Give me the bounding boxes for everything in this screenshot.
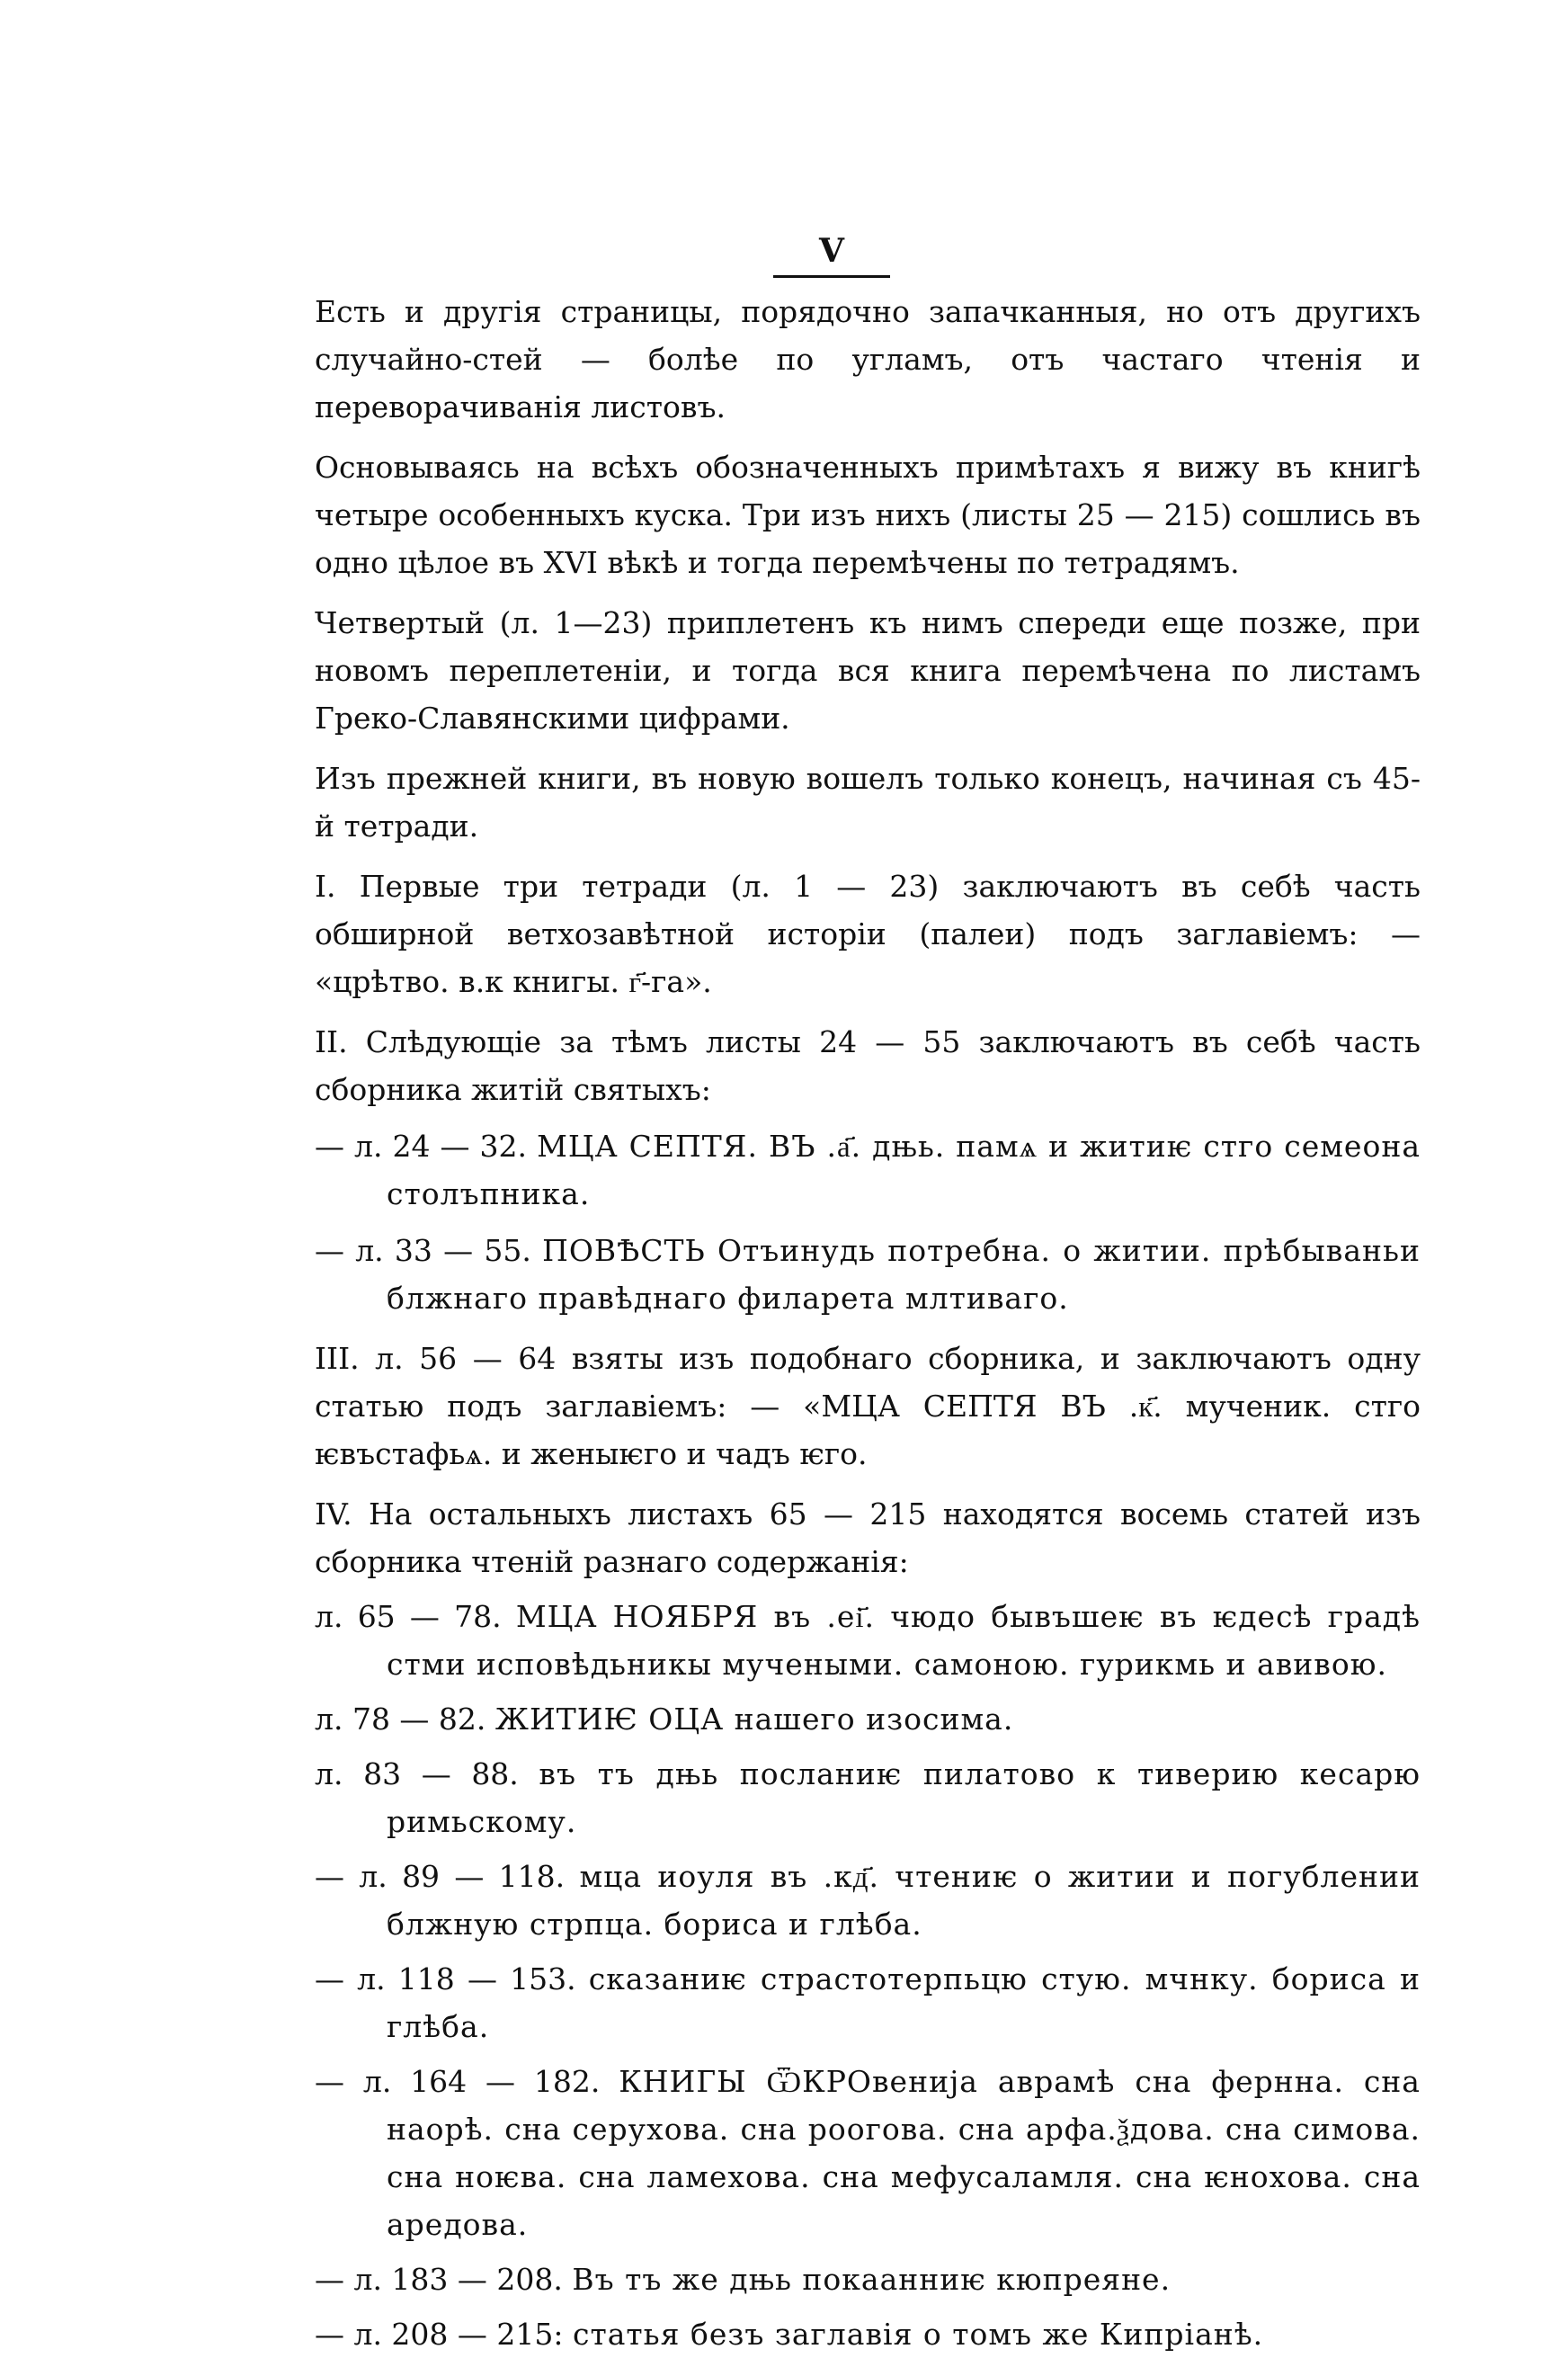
entry-text: Въ тъ же дњь покаанниѥ кюпреяне. [572, 2262, 1172, 2297]
entry-ref: л. 83 — 88. [315, 1756, 519, 1791]
entry-text: КНИГЫ ѾКРОвенија аврамѣ сна фернна. сна наорѣ. сна серухова. сна роогова. сна арфа.ѯдова. сна симова. сна ноѥва. сна ламехова. сна мефусаламля. сна ѥнохова. сна аредова. [387, 2064, 1421, 2242]
section-3: III. л. 56 — 64 взяты изъ подобнаго сборника, и заключаютъ одну статью подъ заглавіемъ: — «МЦА СЕПТЯ ВЪ .к҃. мученик. стго ѥвъстафьѧ. и женыѥго и чадъ ѥго. [315, 1341, 1421, 1471]
entry-text: сказаниѥ страстотерпьцю стую. мчнку. бориса и глѣба. [387, 1961, 1421, 2044]
entry-text: мца иоуля въ .кд҃. чтениѥ о житии и погублении блжную стрпца. бориса и глѣба. [387, 1859, 1421, 1942]
entry-text: ЖИТИѤ ОЦА нашего изосима. [494, 1702, 1014, 1737]
list-item [315, 2255, 1421, 2303]
entry-ref: л. 78 — 82. [315, 1702, 486, 1737]
section-2-entries [315, 1122, 1421, 1322]
paragraph-4: Изъ прежней книги, въ новую вошелъ только конецъ, начиная съ 45-й тетради. [315, 761, 1421, 844]
entry-text: ПОВѢСТЬ Отъинудь потребна. о житии. прѣбываньи блжнаго правѣднаго филарета млтиваго. [387, 1233, 1421, 1316]
list-item [315, 2310, 1421, 2358]
page-number: V [773, 232, 890, 278]
section-4-entries [315, 1593, 1421, 2358]
entry-ref: — л. 164 — 182. [315, 2064, 601, 2099]
entry-text: МЦА НОЯБРЯ въ .еі҃. чюдо бывъшеѥ въ ѥдесѣ градѣ стми исповѣдьникы мучеными. самоною. гурикмь и авивою. [387, 1599, 1421, 1682]
section-4-intro: IV. На остальныхъ листахъ 65 — 215 находятся восемь статей изъ сборника чтеній разнаго содержанія: [315, 1496, 1421, 1579]
entry-text: статья безъ заглавія о томъ же Кипріанѣ. [573, 2317, 1264, 2352]
entry-ref: л. 65 — 78. [315, 1599, 502, 1634]
list-item [315, 2058, 1421, 2248]
entry-ref: — л. 33 — 55. [315, 1233, 531, 1268]
paragraph-3: Четвертый (л. 1—23) приплетенъ къ нимъ спереди еще позже, при новомъ переплетеніи, и тогда вся книга перемѣчена по листамъ Греко-Славянскими цифрами. [315, 605, 1421, 736]
paragraph-2: Основываясь на всѣхъ обозначенныхъ примѣтахъ я вижу въ книгѣ четыре особенныхъ куска. Три изъ нихъ (листы 25 — 215) сошлись въ одно цѣлое въ XVI вѣкѣ и тогда перемѣчены по тетрадямъ. [315, 450, 1421, 580]
entry-text: МЦА СЕПТЯ. ВЪ .а҃. дњь. памѧ и житиѥ стго семеона столъпника. [387, 1129, 1421, 1211]
page-body [315, 288, 1421, 2358]
section-2-intro: II. Слѣдующіе за тѣмъ листы 24 — 55 заключаютъ въ себѣ часть сборника житій святыхъ: [315, 1024, 1421, 1107]
list-item [315, 1593, 1421, 1688]
entry-text: въ тъ дњь посланиѥ пилатово к тиверию кесарю римьскому. [387, 1756, 1421, 1839]
entry-ref: — л. 118 — 153. [315, 1961, 576, 1996]
section-1: I. Первые три тетради (л. 1 — 23) заключаютъ въ себѣ часть обширной ветхозавѣтной исторіи (палеи) подъ заглавіемъ: — «црѣтво. в.к книгы. г҃-га». [315, 869, 1421, 999]
list-item [315, 1750, 1421, 1845]
paragraph-1: Есть и другія страницы, порядочно запачканныя, но отъ другихъ случайно-стей — болѣе по угламъ, отъ частаго чтенія и переворачиванія листовъ. [315, 294, 1421, 424]
list-item [315, 1695, 1421, 1743]
entry-ref: — л. 183 — 208. [315, 2262, 563, 2297]
list-item [315, 1122, 1421, 1218]
list-item [315, 1853, 1421, 1948]
entry-ref: — л. 24 — 32. [315, 1129, 528, 1164]
entry-ref: — л. 89 — 118. [315, 1859, 566, 1894]
list-item [315, 1227, 1421, 1322]
list-item [315, 1955, 1421, 2050]
entry-ref: — л. 208 — 215: [315, 2317, 564, 2352]
